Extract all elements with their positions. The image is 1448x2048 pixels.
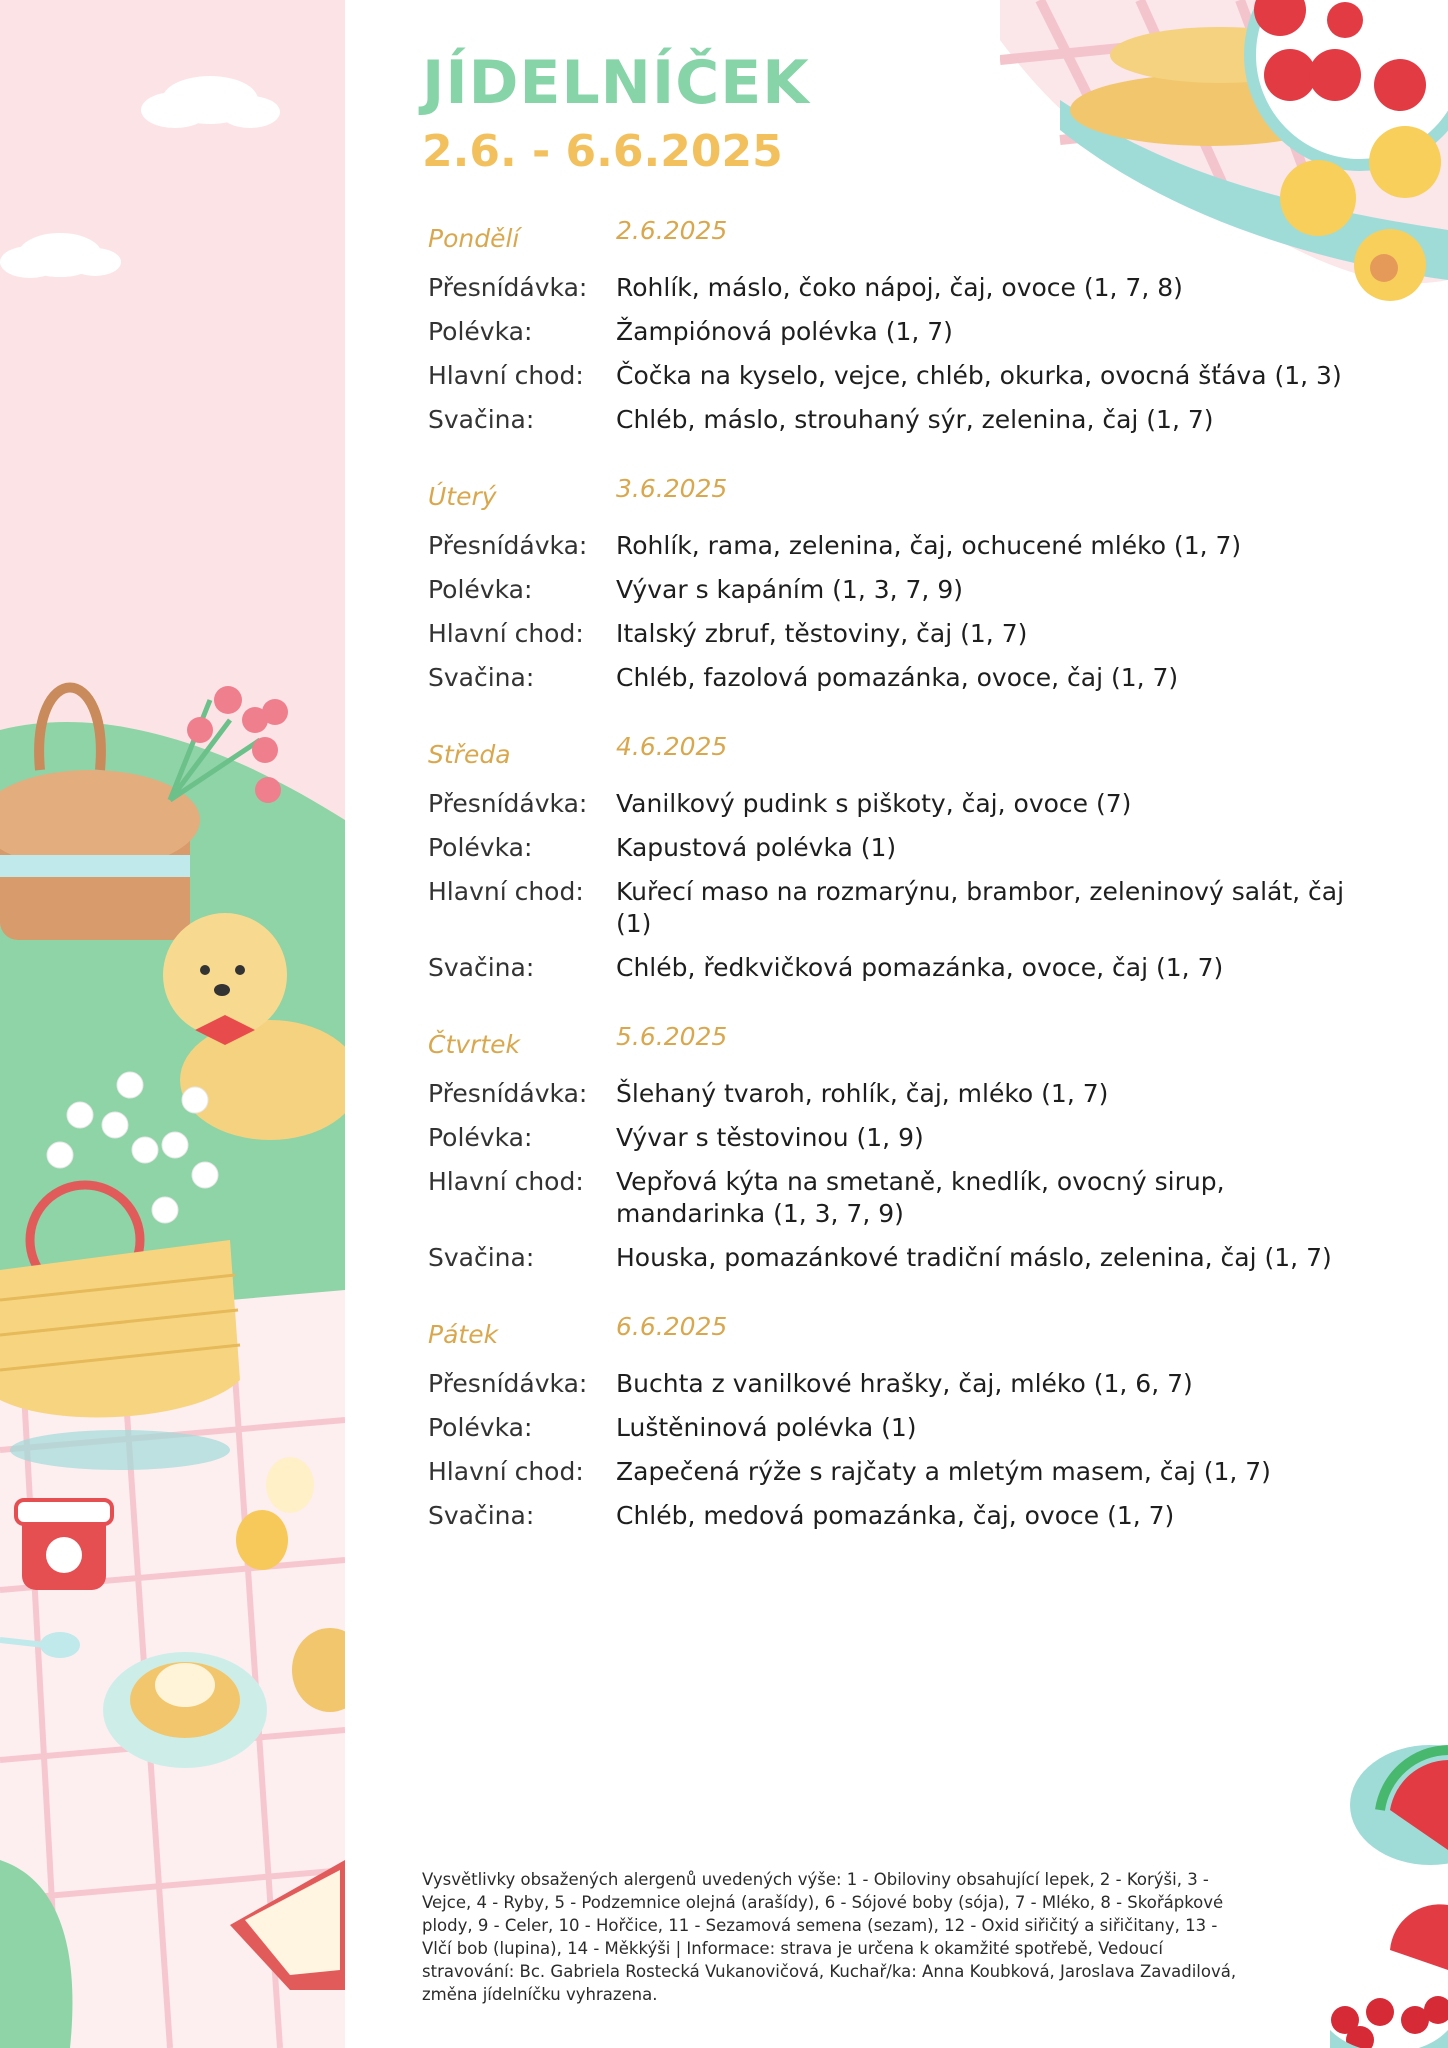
meal-row [428,1122,1348,1154]
meal-label: Svačina: [428,405,535,434]
day-date: 6.6.2025 [616,1312,728,1341]
meal-text: Chléb, fazolová pomazánka, ovoce, čaj (1, 7) [616,663,1179,692]
meal-label: Polévka: [428,1123,533,1152]
meal-text: Chléb, máslo, strouhaný sýr, zelenina, čaj (1, 7) [616,405,1214,434]
day-header [428,216,1348,260]
day-name: Pátek [428,1320,499,1349]
meal-text: Čočka na kyselo, vejce, chléb, okurka, ovocná šťáva (1, 3) [616,361,1342,390]
meal-row [428,618,1348,650]
meal-text: Zapečená rýže s rajčaty a mletým masem, čaj (1, 7) [616,1457,1271,1486]
meal-row [428,662,1348,694]
meal-text: Chléb, ředkvičková pomazánka, ovoce, čaj (1, 7) [616,953,1224,982]
meal-label: Polévka: [428,833,533,862]
meal-label: Hlavní chod: [428,1457,584,1486]
day-name: Úterý [428,482,497,511]
meal-label: Svačina: [428,663,535,692]
meal-row [428,1456,1348,1488]
meal-label: Přesnídávka: [428,273,588,302]
day-wednesday [428,732,1348,984]
meal-row [428,1166,1348,1230]
meal-row [428,832,1348,864]
meal-text: Vývar s těstovinou (1, 9) [616,1123,924,1152]
day-header [428,474,1348,518]
day-monday [428,216,1348,436]
day-friday [428,1312,1348,1532]
meal-row [428,1500,1348,1532]
meal-row [428,272,1348,304]
meal-text: Luštěninová polévka (1) [616,1413,917,1442]
meal-row [428,1242,1348,1274]
meal-text: Rohlík, máslo, čoko nápoj, čaj, ovoce (1, 7, 8) [616,273,1183,302]
meal-label: Hlavní chod: [428,877,584,906]
meal-label: Hlavní chod: [428,1167,584,1196]
allergen-footnote: Vysvětlivky obsažených alergenů uvedených výše: 1 - Obiloviny obsahující lepek, 2 - Korýši, 3 - Vejce, 4 - Ryby, 5 - Podzemnice olejná (arašídy), 6 - Sójové boby (sója), 7 - Mléko, 8 - Skořápkové plody, 9 - Celer, 10 - Hořčice, 11 - Sezamová semena (sezam), 12 - Oxid siřičitý a siřičitany, 13 - Vlčí bob (lupina), 14 - Měkkýši | Informace: strava je určena k okamžité spotřebě, Vedoucí stravování: Bc. Gabriela Rostecká Vukanovičová, Kuchař/ka: Anna Koubková, Jaroslava Zavadilová, změna jídelníčku vyhrazena. [422,1870,1237,2004]
meal-label: Polévka: [428,575,533,604]
meal-row [428,876,1348,940]
meal-label: Polévka: [428,1413,533,1442]
meal-row [428,360,1348,392]
day-date: 4.6.2025 [616,732,728,761]
day-header [428,732,1348,776]
meal-label: Přesnídávka: [428,789,588,818]
meal-row [428,1368,1348,1400]
meal-text: Kapustová polévka (1) [616,833,897,862]
day-date: 2.6.2025 [616,216,728,245]
bottom-right-illustration [1320,1720,1448,2048]
meal-label: Svačina: [428,1243,535,1272]
day-name: Středa [428,740,511,769]
meal-text: Žampiónová polévka (1, 7) [616,317,953,346]
meal-row [428,1412,1348,1444]
menu-days [428,216,1348,1570]
meal-label: Přesnídávka: [428,1079,588,1108]
meal-label: Hlavní chod: [428,619,584,648]
meal-text: Vývar s kapáním (1, 3, 7, 9) [616,575,963,604]
meal-label: Svačina: [428,953,535,982]
meal-label: Přesnídávka: [428,1369,588,1398]
tart-icon [103,1652,267,1768]
meal-row [428,1078,1348,1110]
day-header [428,1022,1348,1066]
day-header [428,1312,1348,1356]
day-name: Čtvrtek [428,1030,520,1059]
meal-row [428,404,1348,436]
watermelon-cherries-illustration [1320,1720,1448,2048]
meal-label: Svačina: [428,1501,535,1530]
meal-text: Houska, pomazánkové tradiční máslo, zelenina, čaj (1, 7) [616,1243,1332,1272]
date-range: 2.6. - 6.6.2025 [422,126,783,177]
meal-row [428,574,1348,606]
day-date: 5.6.2025 [616,1022,728,1051]
meal-row [428,530,1348,562]
day-date: 3.6.2025 [616,474,728,503]
meal-text: Vanilkový pudink s piškoty, čaj, ovoce (7) [616,789,1132,818]
jam-jar-icon [16,1500,112,1590]
meal-text: Kuřecí maso na rozmarýnu, brambor, zeleninový salát, čaj (1) [616,877,1345,938]
meal-row [428,952,1348,984]
page-title: JÍDELNÍČEK [422,48,810,118]
meal-row [428,788,1348,820]
meal-label: Hlavní chod: [428,361,584,390]
meal-text: Šlehaný tvaroh, rohlík, čaj, mléko (1, 7) [616,1079,1109,1108]
meal-text: Chléb, medová pomazánka, čaj, ovoce (1, 7) [616,1501,1175,1530]
left-illustration [0,0,345,2048]
meal-text: Rohlík, rama, zelenina, čaj, ochucené mléko (1, 7) [616,531,1242,560]
day-name: Pondělí [428,224,520,253]
meal-label: Polévka: [428,317,533,346]
meal-row [428,316,1348,348]
meal-text: Italský zbruf, těstoviny, čaj (1, 7) [616,619,1028,648]
meal-text: Vepřová kýta na smetaně, knedlík, ovocný sirup, mandarinka (1, 3, 7, 9) [616,1167,1225,1228]
meal-label: Přesnídávka: [428,531,588,560]
day-tuesday [428,474,1348,694]
picnic-illustration [0,0,345,2048]
day-thursday [428,1022,1348,1274]
cherry-icon [1331,1996,1448,2048]
meal-text: Buchta z vanilkové hrašky, čaj, mléko (1, 6, 7) [616,1369,1193,1398]
